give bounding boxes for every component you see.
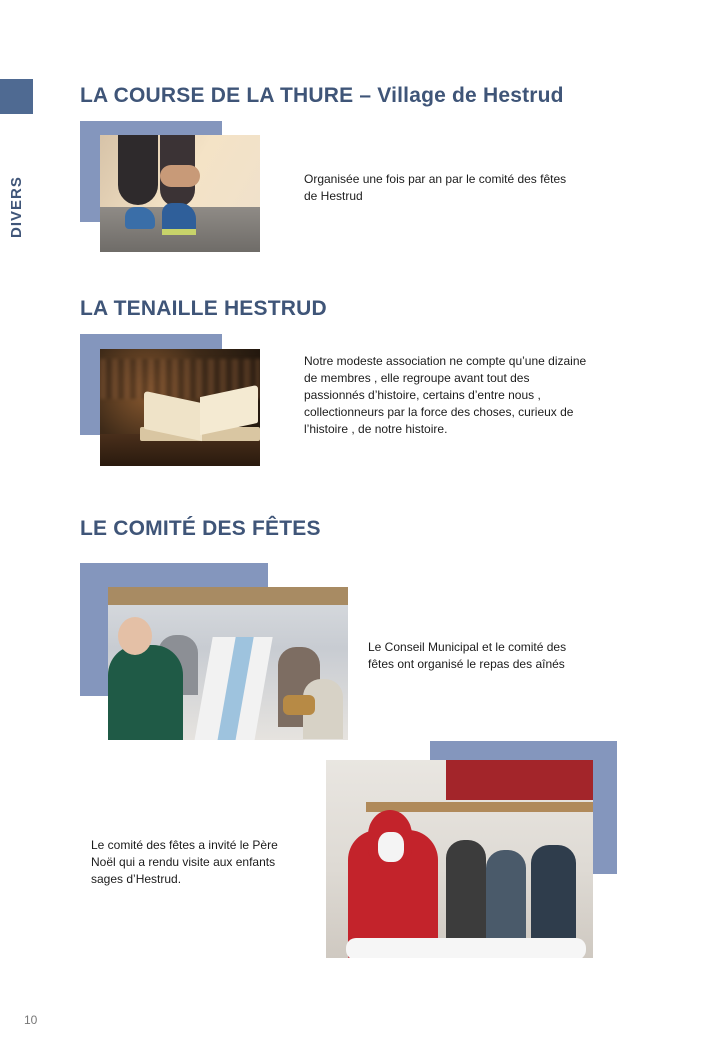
section-text-pere-noel: Le comité des fêtes a invité le Père Noël qui a rendu visite aux enfants sages d’Hestrud. bbox=[91, 838, 278, 886]
section-text-course: Organisée une fois par an par le comité des fêtes de Hestrud bbox=[304, 172, 567, 203]
section-title-comite: LE COMITÉ DES FÊTES bbox=[80, 517, 321, 540]
sidebar-label: DIVERS bbox=[8, 176, 25, 238]
sidebar-accent-square bbox=[0, 79, 33, 114]
page-number: 10 bbox=[24, 1013, 38, 1027]
banquet-photo bbox=[108, 587, 348, 740]
pere-noel-photo bbox=[326, 760, 593, 958]
section-text-tenaille: Notre modeste association ne compte qu’une dizaine de membres , elle regroupe avant tout des passionnés d’histoire, certains d’entre nous , collectionneurs par la force des choses, curieux de l’histoire , de notre histoire. bbox=[304, 354, 587, 436]
open-book-photo bbox=[100, 349, 260, 466]
section-title-tenaille: LA TENAILLE HESTRUD bbox=[80, 297, 327, 320]
section-title-course: LA COURSE DE LA THURE – Village de Hestrud bbox=[80, 84, 564, 107]
running-shoes-photo bbox=[100, 135, 260, 252]
section-text-repas: Le Conseil Municipal et le comité des fêtes ont organisé le repas des aînés bbox=[368, 640, 567, 671]
